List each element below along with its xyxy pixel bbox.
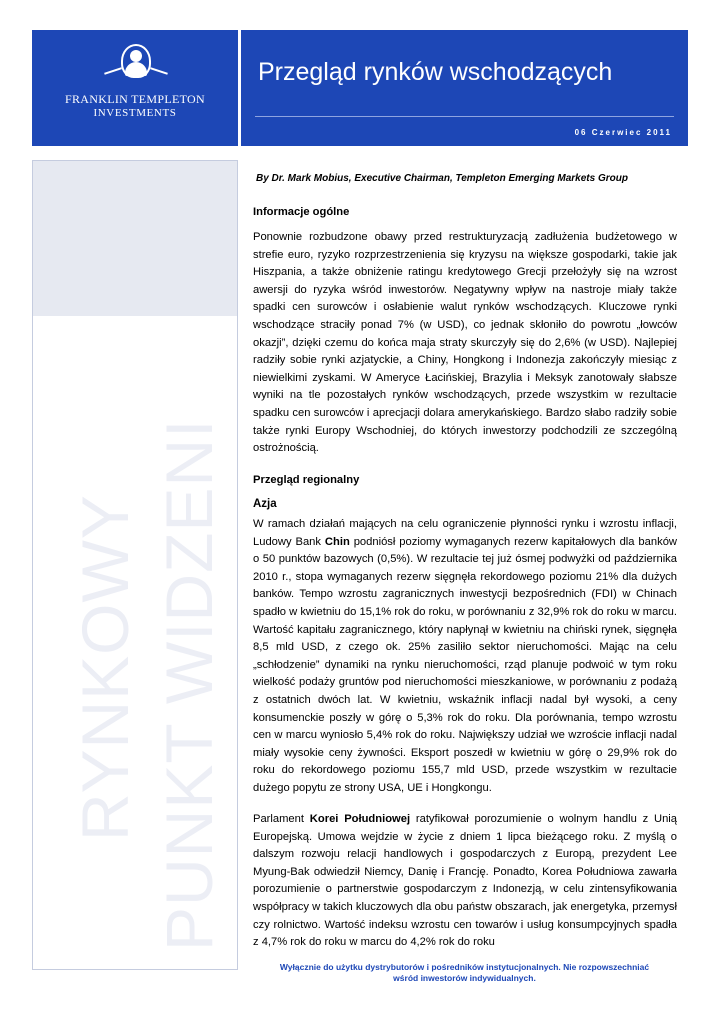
footer-disclaimer: [241, 962, 688, 984]
logo-text-line1: FRANKLIN TEMPLETON: [65, 92, 205, 106]
header-title-panel: [241, 30, 688, 146]
sidebar-panel: [32, 160, 238, 970]
paragraph-korea: [253, 811, 677, 952]
sidebar-vertical-text-2: PUNKT WIDZENI: [152, 418, 226, 951]
paragraph-korea-text-2: ratyfikował porozumienie o wolnym handlu z Unią Europejską. Umowa wejdzie w życie z dniem 1 lipca bieżącego roku. Z myślą o dalszym rozwoju relacji handlowych i gospodarczych z Europą, prezydent Lee Myung-Bak odwiedził Niemcy, Danię i Francję. Ponadto, Korea Południowa zawarła porozumienie o partnerstwie gospodarczym z Indonezją, w celu zintensyfikowania współpracy w takich kluczowych dla obu państw obszarach, jak energetyka, przemysł czy rolnictwo. Wartość indeksu wzrostu cen towarów i usług konsumpcyjnych spadła z 4,7% rok do roku w marcu do 4,2% rok do roku: [253, 813, 677, 949]
section-heading-general: Informacje ogólne: [253, 206, 350, 218]
paragraph-china-text-1: W ramach działań mających na celu ograniczenie płynności rynku i wzrostu inflacji, Ludowy Bank: [253, 518, 677, 548]
logo-panel: [32, 30, 238, 146]
article-body: [241, 160, 688, 960]
sidebar-vertical-text-1: RYNKOWY: [68, 494, 142, 841]
page-title: Przegląd rynków wschodzących: [258, 58, 613, 86]
section-paragraph-general: Ponownie rozbudzone obawy przed restrukturyzacją zadłużenia budżetowego w strefie euro, ryzyko rozprzestrzenienia się kryzysu na większe gospodarki, takie jak Hiszpania, a także obniżenie ratingu kredytowego Grecji przełożyły się na wzrost awersji do ryzyka wśród inwestorów. Negatywny wpływ na nastroje miały także spadki cen surowców i osłabienie walut rynków wschodzących. Kluczowe rynki wschodzące straciły ponad 7% (w USD), co jednak skłoniło do powrotu „łowców okazji”, dzięki czemu do końca maja straty skurczyły się do 2,6% (w USD). Najlepiej radziły sobie rynki azjatyckie, a Chiny, Hongkong i Indonezja zakończyły miesiąc z niewielkimi zyskami. W Ameryce Łacińskiej, Brazylia i Meksyk zanotowały słabsze wyniki na tle pozostałych rynków wschodzących, przede wszystkim w rezultacie spadku cen surowców i aprecjacji dolara amerykańskiego. Bardzo słabo radziły sobie także rynki Europy Wschodniej, do których inwestorzy podchodzili ze szczególną ostrożnością.: [253, 231, 677, 455]
author-byline: By Dr. Mark Mobius, Executive Chairman, Templeton Emerging Markets Group: [256, 173, 628, 184]
country-name-korea: Korei Południowej: [309, 813, 411, 825]
country-name-china: Chin: [324, 535, 350, 548]
paragraph-china: [253, 516, 677, 798]
paragraph-korea-text-1: Parlament: [253, 813, 310, 825]
subsection-heading-asia: Azja: [253, 498, 277, 510]
publication-date: 06 Czerwiec 2011: [574, 128, 672, 137]
footer-line-2: wśród inwestorów indywidualnych.: [393, 973, 536, 983]
title-divider: [255, 116, 674, 117]
footer-line-1: Wyłącznie do użytku dystrybutorów i pośredników instytucjonalnych. Nie rozpowszechniać: [279, 962, 650, 972]
paragraph-china-text-2: podniósł poziomy wymaganych rezerw kapitałowych dla banków o 50 punktów bazowych (0,5%). W rezultacie tej już ósmej podwyżki od października 2010 r., stopa wymaganych rezerw sięgnęła rekordowego poziomu 21% dla dużych banków. Tempo wzrostu zagranicznych inwestycji bezpośrednich (FDI) w Chinach spadło w kwietniu do 15,1% rok do roku, w porównaniu z 32,9% rok do roku w marcu. Wartość kapitału zagranicznego, który napłynął w kwietniu na chiński rynek, sięgnęła 8,5 mld USD, z czego ok. 25% zasiliło sektor nieruchomości. Mając na celu „schłodzenie” dynamiki na rynku nieruchomości, rząd planuje podwoić w tym roku wielkość podaży gruntów pod nieruchomości mieszkaniowe, w porównaniu z podażą z ostatnich dwóch lat. W kwietniu, wskaźnik inflacji nadal był wysoki, a ceny konsumenckie poszły w górę o 5,3% rok do roku. Dla porównania, tempo wzrostu cen w marcu wyniosło 5,4% rok do roku. Największy udział we wzroście inflacji nadal miały wysokie ceny żywności. Eksport poszedł w kwietniu w górę o 29,9% rok do roku do rekordowego poziomu 155,7 mld USD, przede wszystkim w rezultacie dużego popytu ze strony USA, UE i Hongkongu.: [253, 535, 677, 794]
section-heading-regional: Przegląd regionalny: [253, 474, 360, 486]
sidebar-tint-block: [33, 161, 237, 316]
logo-text-line2: INVESTMENTS: [93, 107, 177, 119]
